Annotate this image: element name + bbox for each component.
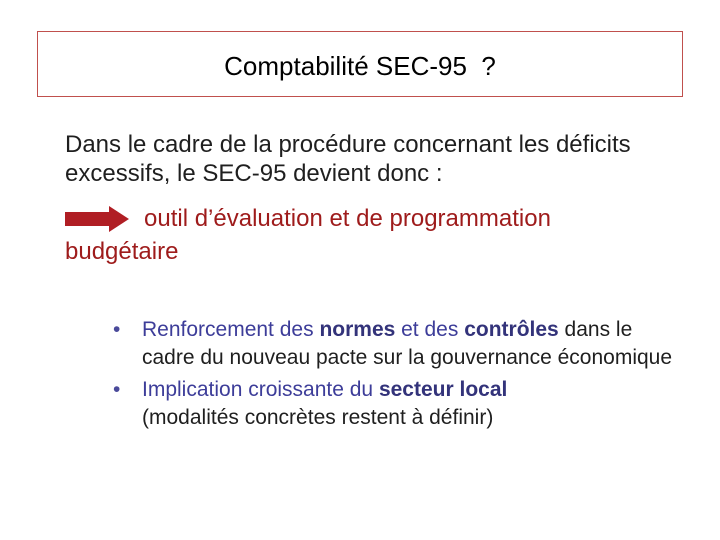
bullet-text: et des	[395, 318, 465, 341]
tool-text-line1: outil d’évaluation et de programmation	[144, 205, 551, 232]
bullet-bold: secteur local	[378, 378, 508, 401]
bullet-bold: normes	[319, 318, 396, 341]
intro-text: Dans le cadre de la procédure concernant les déficits excessifs, le SEC-95 devient donc :	[65, 131, 631, 187]
bullet-text: Implication croissante du	[142, 378, 379, 401]
bullet-bold: contrôles	[464, 318, 559, 341]
bullet-mark: •	[113, 378, 121, 401]
bullet-text: (modalités concrètes restent à définir)	[142, 406, 494, 429]
arrow-line	[65, 203, 665, 235]
bullet-item-local-sector	[113, 376, 673, 432]
bullet-text: dans le cadre du nouveau pacte sur la gouvernance économique	[142, 318, 673, 369]
bullet-text: Renforcement des	[142, 318, 320, 341]
right-arrow-icon	[65, 206, 129, 232]
bullet-list	[113, 316, 673, 436]
bullet-item-norms	[113, 316, 673, 372]
bullet-mark: •	[113, 318, 121, 341]
title-box	[37, 31, 683, 97]
tool-text-line2: budgétaire	[65, 238, 179, 265]
slide-title: Comptabilité SEC-95 ?	[224, 50, 496, 81]
